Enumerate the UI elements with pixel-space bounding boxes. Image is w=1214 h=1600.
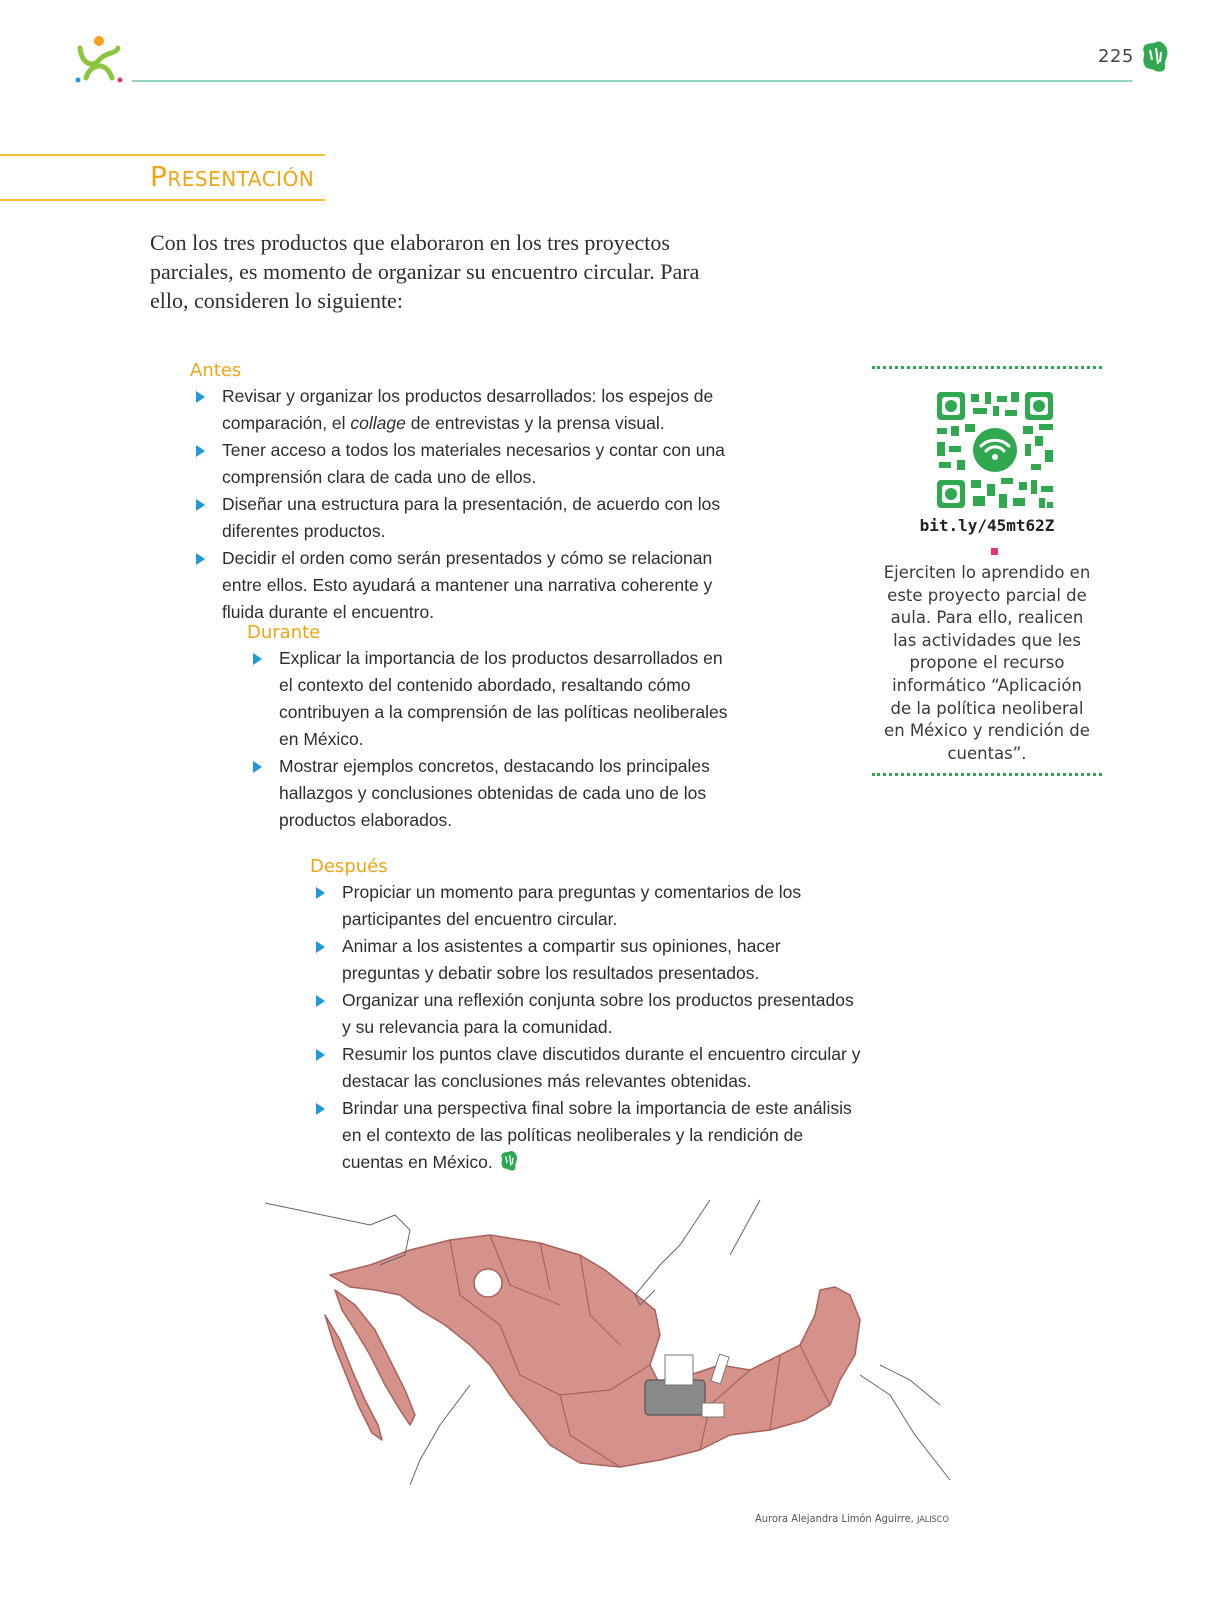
pink-square-marker xyxy=(991,548,998,555)
antes-section xyxy=(190,360,728,626)
section-title: Presentación xyxy=(150,160,315,193)
despues-list xyxy=(313,879,863,1176)
durante-list xyxy=(250,645,730,834)
bullet-arrow-icon xyxy=(253,653,262,665)
bullet-arrow-icon xyxy=(316,1103,325,1115)
bullet-arrow-icon xyxy=(316,1049,325,1061)
green-emblem-icon xyxy=(1140,40,1170,74)
green-emblem-icon xyxy=(499,1150,519,1172)
bullet-arrow-icon xyxy=(316,941,325,953)
list-item: Organizar una reflexión conjunta sobre los productos presentados y su relevancia para la comunidad. xyxy=(313,987,863,1041)
page-number: 225 xyxy=(1098,46,1134,67)
list-item: Animar a los asistentes a compartir sus opiniones, hacer preguntas y debatir sobre los resultados presentados. xyxy=(313,933,863,987)
durante-section xyxy=(247,622,730,834)
list-item: Tener acceso a todos los materiales necesarios y contar con una comprensión clara de cada uno de ellos. xyxy=(193,437,728,491)
list-item: Revisar y organizar los productos desarrollados: los espejos de comparación, el collage de entrevistas y la prensa visual. xyxy=(193,383,728,437)
title-rule-top xyxy=(0,154,325,156)
qr-code-icon[interactable] xyxy=(935,390,1055,510)
list-item: Mostrar ejemplos concretos, destacando los principales hallazgos y conclusiones obtenidas de cada uno de los productos elaborados. xyxy=(250,753,730,834)
list-item: Brindar una perspectiva final sobre la importancia de este análisis en el contexto de las políticas neoliberales y la rendición de cuentas en México. xyxy=(313,1095,863,1176)
bullet-arrow-icon xyxy=(196,445,205,457)
bullet-arrow-icon xyxy=(316,995,325,1007)
header-rule xyxy=(132,80,1132,82)
resource-link[interactable]: bit.ly/45mt62Z xyxy=(919,516,1055,535)
antes-list xyxy=(193,383,728,626)
bullet-arrow-icon xyxy=(196,391,205,403)
list-item: Decidir el orden como serán presentados y cómo se relacionan entre ellos. Esto ayudará a mantener una narrativa coherente y fluida durante el encuentro. xyxy=(193,545,728,626)
sidebar-divider-bottom xyxy=(872,773,1102,776)
antes-heading: Antes xyxy=(190,360,242,381)
mexico-map-puzzle-illustration xyxy=(260,1195,960,1495)
sidebar-divider-top xyxy=(872,366,1102,369)
person-figure-logo-icon xyxy=(72,34,128,86)
list-item: Propiciar un momento para preguntas y comentarios de los participantes del encuentro circular. xyxy=(313,879,863,933)
list-item: Diseñar una estructura para la presentación, de acuerdo con los diferentes productos. xyxy=(193,491,728,545)
despues-section xyxy=(310,856,863,1176)
intro-paragraph: Con los tres productos que elaboraron en los tres proyectos parciales, es momento de organizar su encuentro circular. Para ello, consideren lo siguiente: xyxy=(150,230,700,313)
bullet-arrow-icon xyxy=(316,887,325,899)
bullet-arrow-icon xyxy=(196,499,205,511)
illustration-credit: Aurora Alejandra Limón Aguirre, JALISCO xyxy=(755,1512,949,1525)
sidebar-text: Ejerciten lo aprendido en este proyecto parcial de aula. Para ello, realicen las actividades que les propone el recurso informático “Aplicación de la política neoliberal en México y rendición de cuentas”. xyxy=(883,563,1091,763)
durante-heading: Durante xyxy=(247,622,321,643)
bullet-arrow-icon xyxy=(196,553,205,565)
title-rule-bottom xyxy=(0,199,325,201)
list-item: Explicar la importancia de los productos desarrollados en el contexto del contenido abordado, resaltando cómo contribuyen a la comprensión de las políticas neoliberales en México. xyxy=(250,645,730,753)
despues-heading: Después xyxy=(310,856,388,877)
list-item: Resumir los puntos clave discutidos durante el encuentro circular y destacar las conclusiones más relevantes obtenidas. xyxy=(313,1041,863,1095)
bullet-arrow-icon xyxy=(253,761,262,773)
